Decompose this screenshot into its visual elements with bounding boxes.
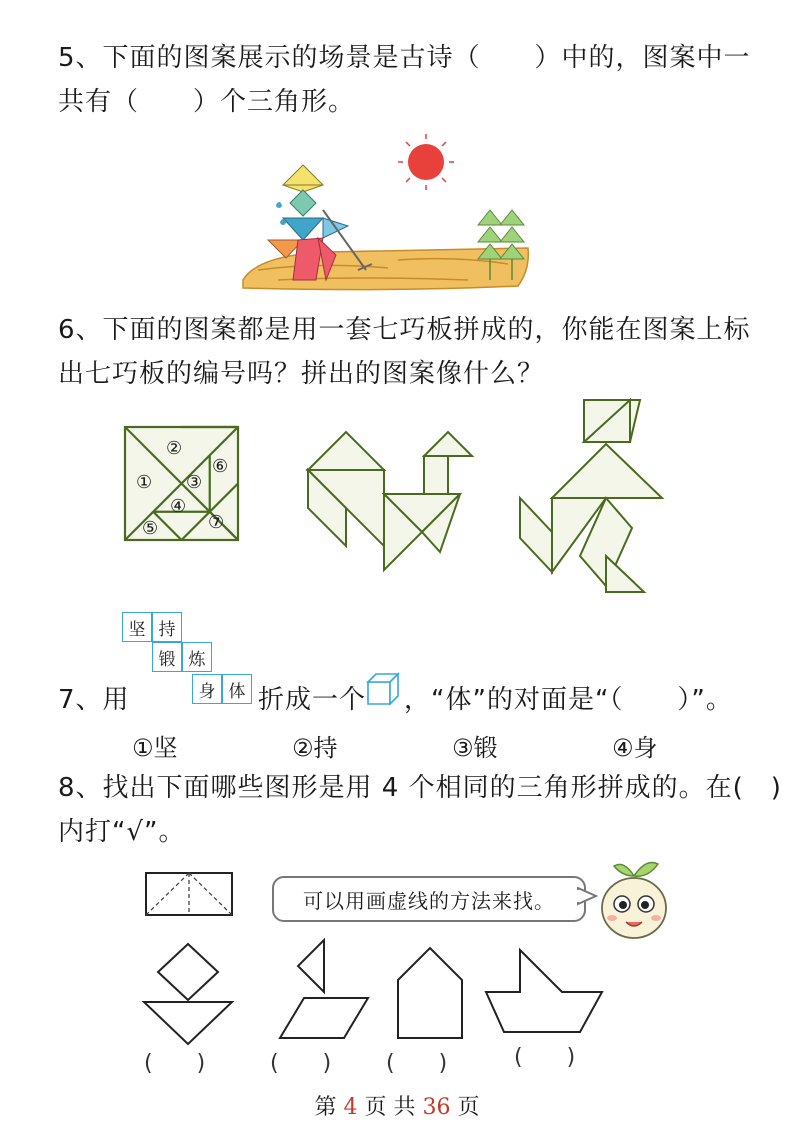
total-page-count: 36: [422, 1095, 451, 1120]
tangram-runner-figure: [512, 396, 667, 596]
poem-scene-illustration: [238, 130, 538, 295]
shape-option-1: [140, 940, 240, 1048]
q7-option-3[interactable]: ③锻: [452, 734, 498, 762]
q8-line1: 8、找出下面哪些图形是用 4 个相同的三角形拼成的。在( ): [58, 773, 782, 803]
answer-paren-3[interactable]: ( ): [386, 1051, 448, 1076]
footer-prefix: 第: [314, 1095, 337, 1120]
tangram-label-7: ⑦: [208, 512, 225, 533]
net-cell-3: 锻: [152, 642, 182, 672]
tangram-label-4: ④: [170, 496, 187, 517]
shape-option-4: [482, 944, 608, 1038]
q6-line2: 出七巧板的编号吗？拼出的图案像什么？: [58, 359, 545, 389]
q6-line1: 6、下面的图案都是用一套七巧板拼成的，你能在图案上标: [58, 315, 751, 345]
tangram-label-1: ①: [136, 472, 153, 493]
q7-option-4[interactable]: ④身: [612, 734, 658, 762]
net-cell-6: 体: [222, 674, 252, 704]
shape-option-3: [392, 944, 472, 1044]
q7-option-1[interactable]: ①坚: [132, 734, 178, 762]
sun-icon: [408, 144, 444, 180]
q7-prefix: 7、用: [58, 685, 130, 715]
page-footer: [0, 1090, 794, 1121]
footer-middle: 页 共: [364, 1095, 416, 1120]
q5-line1: 5、下面的图案展示的场景是古诗（ ）中的，图案中一: [58, 43, 751, 73]
q5-line2: 共有（ ）个三角形。: [58, 87, 356, 117]
dashed-rectangle-example: [144, 870, 236, 920]
net-cell-5: 身: [192, 674, 222, 704]
current-page-number: 4: [343, 1095, 358, 1120]
hint-speech-bubble: 可以用画虚线的方法来找。: [272, 876, 586, 922]
answer-paren-4[interactable]: ( ): [514, 1045, 576, 1070]
q8-line2: 内打“√”。: [58, 817, 186, 847]
tangram-label-6: ⑥: [212, 456, 229, 477]
net-cell-1: 坚: [122, 612, 152, 642]
tangram-bird-figure: [300, 424, 485, 574]
tangram-label-5: ⑤: [142, 518, 159, 539]
net-cell-2: 持: [152, 612, 182, 642]
tangram-label-3: ③: [186, 472, 203, 493]
answer-paren-2[interactable]: ( ): [270, 1051, 332, 1076]
sprout-mascot-icon: [596, 854, 674, 940]
shape-option-2: [274, 934, 374, 1042]
q7-option-2[interactable]: ②持: [292, 734, 338, 762]
net-cell-4: 炼: [182, 642, 212, 672]
q7-tail: ，“体”的对面是“（ ）”。: [404, 685, 733, 715]
cube-icon: [364, 668, 404, 708]
tangram-label-2: ②: [166, 438, 183, 459]
q7-suffix: 折成一个: [258, 685, 367, 715]
answer-paren-1[interactable]: ( ): [144, 1051, 206, 1076]
footer-suffix: 页: [457, 1095, 480, 1120]
